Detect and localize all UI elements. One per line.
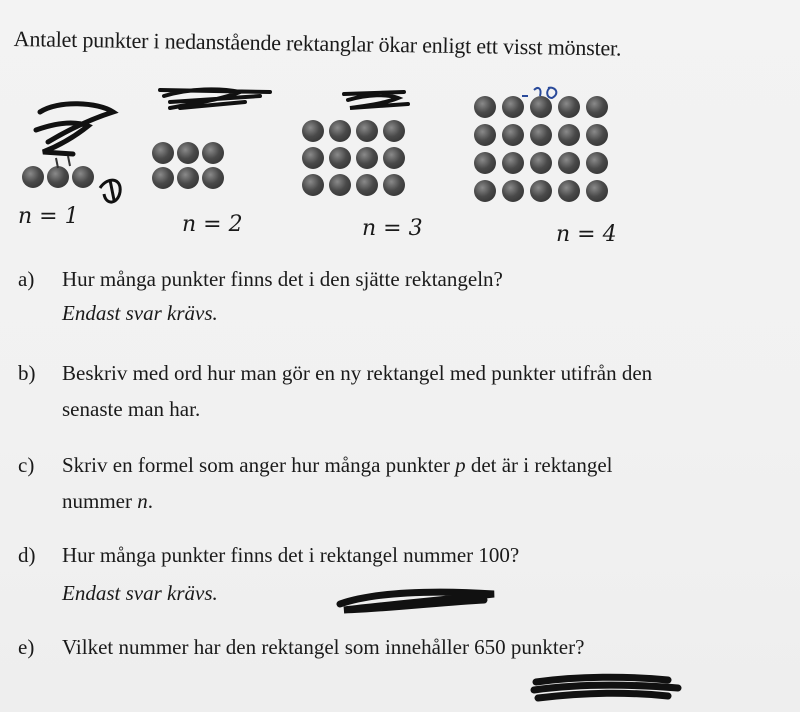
dot <box>302 174 324 196</box>
dot <box>152 142 174 164</box>
question-d-text: Hur många punkter finns det i rektangel nummer 100? <box>62 543 520 567</box>
handwritten-scribble-n4 <box>516 82 576 108</box>
question-a <box>18 264 503 325</box>
label-n3: n = 3 <box>362 216 423 241</box>
dot <box>177 167 199 189</box>
question-letter-e: e) <box>18 635 35 659</box>
dot <box>586 180 608 202</box>
question-c-text-post: det är i rektangel <box>465 453 613 477</box>
scribbled-answer-d <box>334 584 504 614</box>
question-letter-c: c) <box>18 453 35 477</box>
handwritten-scribble-n3 <box>338 84 418 114</box>
dot <box>202 142 224 164</box>
dot <box>302 147 324 169</box>
handwritten-scribble-n1 <box>18 90 148 210</box>
dot <box>586 152 608 174</box>
handwritten-scribble-n2 <box>150 82 280 122</box>
question-c-line2-pre: nummer <box>62 489 138 513</box>
question-b-text-cont: senaste man har. <box>62 397 201 421</box>
dot <box>383 120 405 142</box>
question-e-text: Vilket nummer har den rektangel som innehåller 650 punkter? <box>62 635 585 659</box>
label-n2: n = 2 <box>182 212 243 237</box>
dot <box>302 120 324 142</box>
dot <box>383 174 405 196</box>
variable-n: n <box>137 489 148 513</box>
question-c-text-cont <box>62 486 800 516</box>
intro-text: Antalet punkter i nedanstående rektanglar ökar enligt ett visst mönster. <box>13 26 622 61</box>
dot <box>177 142 199 164</box>
rectangle-n2 <box>152 142 224 189</box>
question-d <box>18 540 520 605</box>
question-letter-d: d) <box>18 543 36 567</box>
dot <box>502 180 524 202</box>
dot <box>474 180 496 202</box>
dot <box>558 152 580 174</box>
dot <box>329 174 351 196</box>
question-b-text: Beskriv med ord hur man gör en ny rektangel med punkter utifrån den <box>62 361 653 385</box>
dot <box>152 167 174 189</box>
dot <box>474 96 496 118</box>
dot <box>558 124 580 146</box>
dot <box>474 124 496 146</box>
question-e <box>18 632 585 662</box>
question-d-note: Endast svar krävs. <box>62 581 218 605</box>
label-n1: n = 1 <box>18 204 79 229</box>
dot <box>356 120 378 142</box>
dot <box>502 124 524 146</box>
label-n4: n = 4 <box>556 222 617 247</box>
question-letter-b: b) <box>18 361 36 385</box>
dot <box>586 124 608 146</box>
dot <box>474 152 496 174</box>
dot <box>329 120 351 142</box>
dot <box>586 96 608 118</box>
rectangle-n3 <box>302 120 405 196</box>
dot <box>202 167 224 189</box>
question-c-text-pre: Skriv en formel som anger hur många punkter <box>62 453 456 477</box>
question-c-text <box>62 450 800 480</box>
dot <box>530 180 552 202</box>
question-c <box>18 450 613 513</box>
question-letter-a: a) <box>18 267 35 291</box>
dot-pattern-figure <box>0 80 800 250</box>
dot <box>383 147 405 169</box>
question-b <box>18 358 653 421</box>
dot <box>530 124 552 146</box>
dot <box>356 174 378 196</box>
variable-p: p <box>455 453 466 477</box>
dot <box>502 152 524 174</box>
question-a-text: Hur många punkter finns det i den sjätte rektangeln? <box>62 267 503 291</box>
dot <box>356 147 378 169</box>
dot <box>530 152 552 174</box>
scribbled-answer-e <box>528 670 688 704</box>
dot <box>329 147 351 169</box>
dot <box>558 180 580 202</box>
question-c-line2-post: . <box>147 489 153 513</box>
question-a-note: Endast svar krävs. <box>62 301 218 325</box>
rectangle-n4 <box>474 96 608 202</box>
